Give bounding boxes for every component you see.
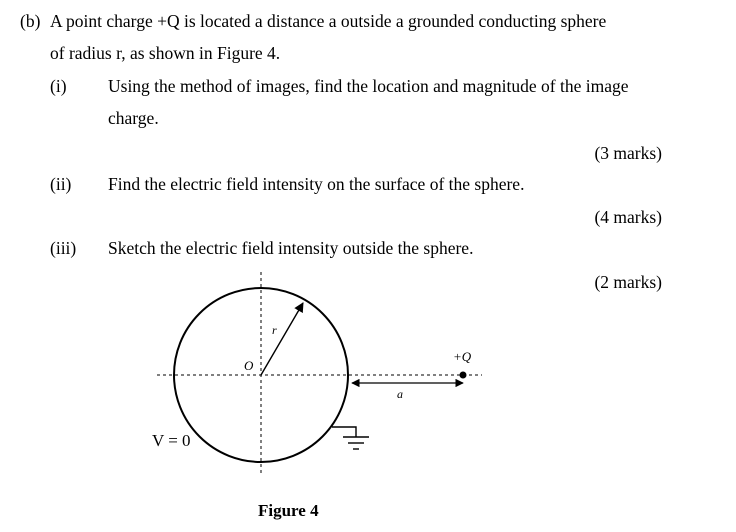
part-ii-text: Find the electric field intensity on the surface of the sphere. — [108, 174, 525, 194]
part-i-marks: (3 marks) — [594, 143, 662, 163]
origin-label: O — [244, 358, 254, 373]
part-iii-label: (iii) — [50, 238, 77, 258]
point-charge-dot — [460, 372, 467, 379]
part-i-label: (i) — [50, 76, 67, 96]
question-text-line2: of radius r, as shown in Figure 4. — [50, 43, 281, 63]
part-ii-marks: (4 marks) — [594, 207, 662, 227]
distance-label: a — [397, 387, 403, 401]
charge-label: +Q — [453, 349, 472, 364]
part-iii-text: Sketch the electric field intensity outside the sphere. — [108, 238, 474, 258]
part-i-text-line2: charge. — [108, 108, 159, 128]
part-ii-label: (ii) — [50, 174, 72, 194]
radius-label: r — [272, 323, 277, 337]
potential-label: V = 0 — [152, 431, 191, 450]
part-i-text-line1: Using the method of images, find the location and magnitude of the image — [108, 76, 629, 96]
question-text-line1: A point charge +Q is located a distance a outside a grounded conducting sphere — [50, 11, 607, 31]
figure-caption: Figure 4 — [258, 501, 319, 520]
radius-arrow — [261, 303, 303, 375]
question-label: (b) — [20, 11, 41, 31]
ground-wire — [332, 427, 356, 437]
part-iii-marks: (2 marks) — [594, 272, 662, 292]
ground-icon — [343, 437, 369, 449]
